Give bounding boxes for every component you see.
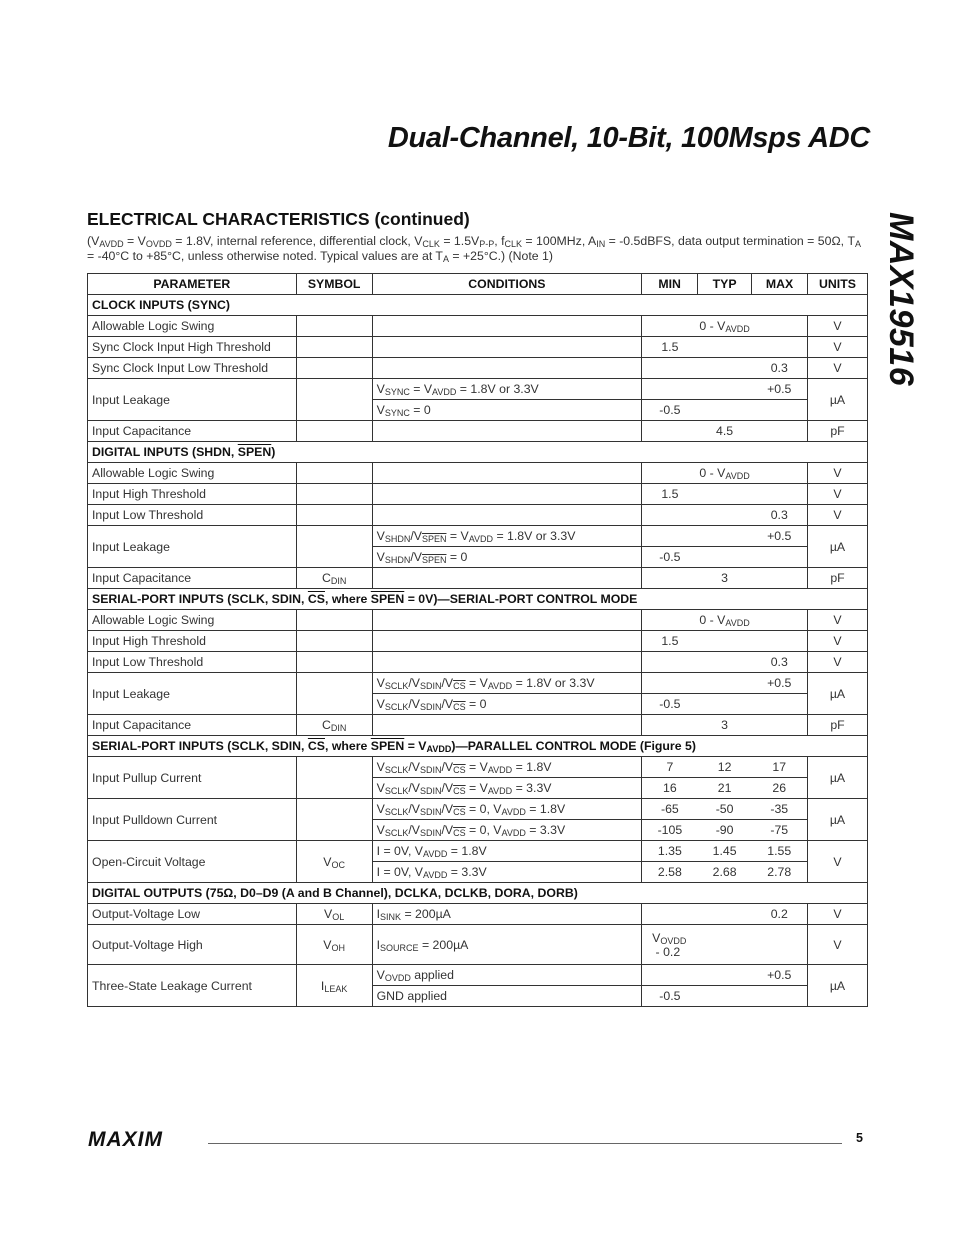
col-header-conditions: CONDITIONS: [372, 274, 642, 295]
table-row: [88, 505, 868, 526]
typ-cell: [698, 400, 752, 421]
units-cell: µA: [807, 965, 867, 1007]
section-title: SERIAL-PORT INPUTS (SCLK, SDIN, $\overline{CS}$, where SPEN = $V_{AVDD})—PARALLEL$ CONTROL MODE (Figure 5): [88, 736, 868, 757]
max-cell: [752, 986, 808, 1007]
table-row: [88, 316, 868, 337]
table-row: [88, 568, 868, 589]
min-cell: -0.5: [642, 400, 698, 421]
table-row: [88, 484, 868, 505]
table-body: [88, 295, 868, 1007]
section-title: SERIAL-PORT INPUTS (SCLK, SDIN, $\overline{CS}$, where SPEN = 0V)—SERIAL-PORT CONTROL MODE: [88, 589, 868, 610]
conditions-cell: [372, 610, 642, 631]
min-cell: [642, 379, 698, 400]
min-cell: [642, 505, 698, 526]
conditions-cell: I = 0V, $V_{AVDD} = 3.3V$: [372, 862, 642, 883]
parameter-cell: Output-Voltage Low: [88, 904, 297, 925]
symbol-cell: [296, 526, 372, 568]
parameter-cell: Input Low Threshold: [88, 652, 297, 673]
symbol-cell: [296, 421, 372, 442]
section-header-row: [88, 736, 868, 757]
min-cell: 1.5: [642, 337, 698, 358]
units-cell: V: [807, 484, 867, 505]
col-header-symbol: SYMBOL: [296, 274, 372, 295]
parameter-cell: Input Capacitance: [88, 421, 297, 442]
max-cell: [752, 925, 808, 965]
typ-cell: [698, 526, 752, 547]
min-cell: 1.5: [642, 631, 698, 652]
table-row: [88, 463, 868, 484]
max-cell: -35: [752, 799, 808, 820]
parameter-cell: Sync Clock Input High Threshold: [88, 337, 297, 358]
typ-cell: 2.68: [698, 862, 752, 883]
col-header-max: MAX: [752, 274, 808, 295]
units-cell: V: [807, 841, 867, 883]
max-cell: 26: [752, 778, 808, 799]
typ-cell: [698, 631, 752, 652]
typ-cell: [698, 505, 752, 526]
min-cell: -0.5: [642, 986, 698, 1007]
page-title: Dual-Channel, 10-Bit, 100Msps ADC: [387, 122, 870, 154]
section-title: DIGITAL OUTPUTS (75Ω, D0–D9 (A and B Channel), DCLKA, DCLKB, DORA, DORB): [88, 883, 868, 904]
parameter-cell: Sync Clock Input Low Threshold: [88, 358, 297, 379]
min-cell: $V_{OVDD}$ - 0.2: [642, 925, 698, 965]
typ-cell: [698, 379, 752, 400]
symbol-cell: [296, 673, 372, 715]
units-cell: pF: [807, 421, 867, 442]
typ-cell: 3: [698, 568, 752, 589]
typ-cell: 21: [698, 778, 752, 799]
symbol-cell: $C_{DIN}$: [296, 715, 372, 736]
conditions-cell: [372, 316, 642, 337]
units-cell: V: [807, 505, 867, 526]
min-cell: -0.5: [642, 547, 698, 568]
table-row: [88, 358, 868, 379]
min-typ-max-range-cell: $0 - V_{AVDD}$: [642, 316, 808, 337]
col-header-parameter: PARAMETER: [88, 274, 297, 295]
units-cell: V: [807, 316, 867, 337]
conditions-cell: $V_{OVDD}$ applied: [372, 965, 642, 986]
symbol-cell: $V_{OC}$: [296, 841, 372, 883]
symbol-cell: [296, 358, 372, 379]
parameter-cell: Input Leakage: [88, 379, 297, 421]
units-cell: V: [807, 925, 867, 965]
conditions-cell: GND applied: [372, 986, 642, 1007]
table-row: [88, 337, 868, 358]
symbol-cell: [296, 610, 372, 631]
units-cell: µA: [807, 379, 867, 421]
units-cell: µA: [807, 757, 867, 799]
typ-cell: -90: [698, 820, 752, 841]
part-number-side-title: MAX19516: [882, 212, 920, 387]
parameter-cell: Three-State Leakage Current: [88, 965, 297, 1007]
typ-cell: [698, 547, 752, 568]
table-row: [88, 757, 868, 778]
conditions-cell: $I_{SINK} = 200\mu A$: [372, 904, 642, 925]
min-typ-max-range-cell: $0 - V_{AVDD}$: [642, 610, 808, 631]
parameter-cell: Allowable Logic Swing: [88, 463, 297, 484]
min-cell: -105: [642, 820, 698, 841]
min-cell: [642, 673, 698, 694]
symbol-cell: [296, 631, 372, 652]
conditions-cell: [372, 631, 642, 652]
max-cell: 0.3: [752, 358, 808, 379]
typ-cell: [698, 986, 752, 1007]
typ-cell: [698, 673, 752, 694]
typ-cell: -50: [698, 799, 752, 820]
conditions-cell: [372, 505, 642, 526]
maxim-logo: MAXIM: [88, 1128, 163, 1151]
units-cell: µA: [807, 799, 867, 841]
conditions-cell: [372, 484, 642, 505]
max-cell: [752, 568, 808, 589]
typ-cell: 1.45: [698, 841, 752, 862]
max-cell: [752, 400, 808, 421]
section-header-row: [88, 442, 868, 463]
conditions-cell: [372, 463, 642, 484]
min-cell: 16: [642, 778, 698, 799]
symbol-cell: [296, 463, 372, 484]
parameter-cell: Input Capacitance: [88, 568, 297, 589]
max-cell: 0.3: [752, 505, 808, 526]
typ-cell: [698, 694, 752, 715]
max-cell: [752, 337, 808, 358]
min-cell: -0.5: [642, 694, 698, 715]
units-cell: pF: [807, 568, 867, 589]
section-header-row: [88, 883, 868, 904]
col-header-units: UNITS: [807, 274, 867, 295]
max-cell: +0.5: [752, 526, 808, 547]
parameter-cell: Allowable Logic Swing: [88, 610, 297, 631]
conditions-cell: [372, 337, 642, 358]
max-cell: [752, 631, 808, 652]
conditions-cell: $V_{SCLK}/V_{SDIN}/V_{\overline{CS}} = V_{AVDD} = 1.8V$ or 3.3V: [372, 673, 642, 694]
max-cell: 0.3: [752, 652, 808, 673]
max-cell: 0.2: [752, 904, 808, 925]
min-cell: [642, 652, 698, 673]
min-typ-max-range-cell: $0 - V_{AVDD}$: [642, 463, 808, 484]
symbol-cell: [296, 757, 372, 799]
conditions-cell: $V_{SCLK}/V_{SDIN}/V_{\overline{CS}} = V_{AVDD} = 1.8V$: [372, 757, 642, 778]
electrical-characteristics-table: [87, 273, 868, 1007]
min-cell: [642, 358, 698, 379]
units-cell: V: [807, 337, 867, 358]
min-cell: -65: [642, 799, 698, 820]
symbol-cell: $I_{LEAK}$: [296, 965, 372, 1007]
section-title: CLOCK INPUTS (SYNC): [88, 295, 868, 316]
max-cell: 1.55: [752, 841, 808, 862]
units-cell: µA: [807, 673, 867, 715]
parameter-cell: Allowable Logic Swing: [88, 316, 297, 337]
max-cell: +0.5: [752, 673, 808, 694]
table-row: [88, 841, 868, 862]
col-header-typ: TYP: [698, 274, 752, 295]
table-row: [88, 421, 868, 442]
typ-cell: 3: [698, 715, 752, 736]
parameter-cell: Input High Threshold: [88, 631, 297, 652]
min-cell: [642, 715, 698, 736]
symbol-cell: [296, 505, 372, 526]
max-cell: [752, 715, 808, 736]
conditions-cell: $V_{SCLK}/V_{SDIN}/V_{\overline{CS}} = V_{AVDD} = 3.3V$: [372, 778, 642, 799]
typ-cell: [698, 965, 752, 986]
units-cell: V: [807, 631, 867, 652]
units-cell: V: [807, 610, 867, 631]
symbol-cell: $C_{DIN}$: [296, 568, 372, 589]
parameter-cell: Input Low Threshold: [88, 505, 297, 526]
max-cell: 17: [752, 757, 808, 778]
table-row: [88, 526, 868, 547]
table-row: [88, 610, 868, 631]
max-cell: [752, 421, 808, 442]
symbol-cell: $V_{OH}$: [296, 925, 372, 965]
conditions-cell: I = 0V, $V_{AVDD} = 1.8V$: [372, 841, 642, 862]
section-header-row: [88, 295, 868, 316]
symbol-cell: [296, 337, 372, 358]
conditions-cell: $V_{SCLK}/V_{SDIN}/V_{\overline{CS}} = 0$: [372, 694, 642, 715]
typ-cell: [698, 337, 752, 358]
max-cell: +0.5: [752, 379, 808, 400]
symbol-cell: [296, 799, 372, 841]
table-row: [88, 715, 868, 736]
table-row: [88, 379, 868, 400]
conditions-cell: [372, 358, 642, 379]
min-cell: 1.5: [642, 484, 698, 505]
min-cell: [642, 421, 698, 442]
min-cell: 2.58: [642, 862, 698, 883]
typ-cell: [698, 652, 752, 673]
footer-divider: [208, 1143, 842, 1144]
page-number: 5: [856, 1131, 863, 1145]
parameter-cell: Input Pulldown Current: [88, 799, 297, 841]
typ-cell: 4.5: [698, 421, 752, 442]
table-row: [88, 799, 868, 820]
conditions-cell: $V_{SHDN}/V_{SPEN} = V_{AVDD} = 1.8V$ or 3.3V: [372, 526, 642, 547]
parameter-cell: Input Pullup Current: [88, 757, 297, 799]
max-cell: +0.5: [752, 965, 808, 986]
units-cell: V: [807, 652, 867, 673]
table-row: [88, 673, 868, 694]
units-cell: µA: [807, 526, 867, 568]
min-cell: 7: [642, 757, 698, 778]
test-conditions-note: ($V_{AVDD} = V_{OVDD} = 1.8V$, internal reference, differential clock, $V_{CLK} = 1.5V_{P-P}$, $f_{CLK} = 100MHz$, $A_{IN}$ = -0.5dBFS, data output termination = 50Ω, $T_A = -40^\circ C$ to +85°C, unless otherwise noted. Typical values are at $T_A = +25^\circ C$.) (Note 1): [87, 234, 862, 264]
conditions-cell: $I_{SOURCE} = 200\mu A$: [372, 925, 642, 965]
min-cell: 1.35: [642, 841, 698, 862]
conditions-cell: $V_{SYNC} = V_{AVDD} = 1.8V$ or 3.3V: [372, 379, 642, 400]
units-cell: pF: [807, 715, 867, 736]
table-row: [88, 652, 868, 673]
max-cell: -75: [752, 820, 808, 841]
parameter-cell: Input Leakage: [88, 673, 297, 715]
units-cell: V: [807, 904, 867, 925]
table-row: [88, 631, 868, 652]
parameter-cell: Input Leakage: [88, 526, 297, 568]
table-row: [88, 925, 868, 965]
symbol-cell: $V_{OL}$: [296, 904, 372, 925]
parameter-cell: Input Capacitance: [88, 715, 297, 736]
symbol-cell: [296, 484, 372, 505]
table-row: [88, 965, 868, 986]
typ-cell: [698, 358, 752, 379]
section-title: DIGITAL INPUTS (SHDN, SPEN): [88, 442, 868, 463]
parameter-cell: Output-Voltage High: [88, 925, 297, 965]
max-cell: 2.78: [752, 862, 808, 883]
min-cell: [642, 904, 698, 925]
parameter-cell: Input High Threshold: [88, 484, 297, 505]
section-heading: ELECTRICAL CHARACTERISTICS (continued): [87, 209, 470, 229]
typ-cell: 12: [698, 757, 752, 778]
max-cell: [752, 547, 808, 568]
min-cell: [642, 568, 698, 589]
conditions-cell: $V_{SYNC} = 0$: [372, 400, 642, 421]
conditions-cell: [372, 568, 642, 589]
conditions-cell: [372, 715, 642, 736]
symbol-cell: [296, 652, 372, 673]
symbol-cell: [296, 379, 372, 421]
max-cell: [752, 694, 808, 715]
table-header-row: [88, 274, 868, 295]
conditions-cell: [372, 652, 642, 673]
col-header-min: MIN: [642, 274, 698, 295]
conditions-cell: $V_{SHDN}/V_{SPEN} = 0$: [372, 547, 642, 568]
parameter-cell: Open-Circuit Voltage: [88, 841, 297, 883]
conditions-cell: $V_{SCLK}/V_{SDIN}/V_{\overline{CS}} = 0$, $V_{AVDD} = 3.3V$: [372, 820, 642, 841]
typ-cell: [698, 484, 752, 505]
min-cell: [642, 965, 698, 986]
symbol-cell: [296, 316, 372, 337]
conditions-cell: $V_{SCLK}/V_{SDIN}/V_{\overline{CS}} = 0$, $V_{AVDD} = 1.8V$: [372, 799, 642, 820]
typ-cell: [698, 904, 752, 925]
units-cell: V: [807, 463, 867, 484]
section-header-row: [88, 589, 868, 610]
units-cell: V: [807, 358, 867, 379]
table-row: [88, 904, 868, 925]
max-cell: [752, 484, 808, 505]
min-cell: [642, 526, 698, 547]
typ-cell: [698, 925, 752, 965]
conditions-cell: [372, 421, 642, 442]
